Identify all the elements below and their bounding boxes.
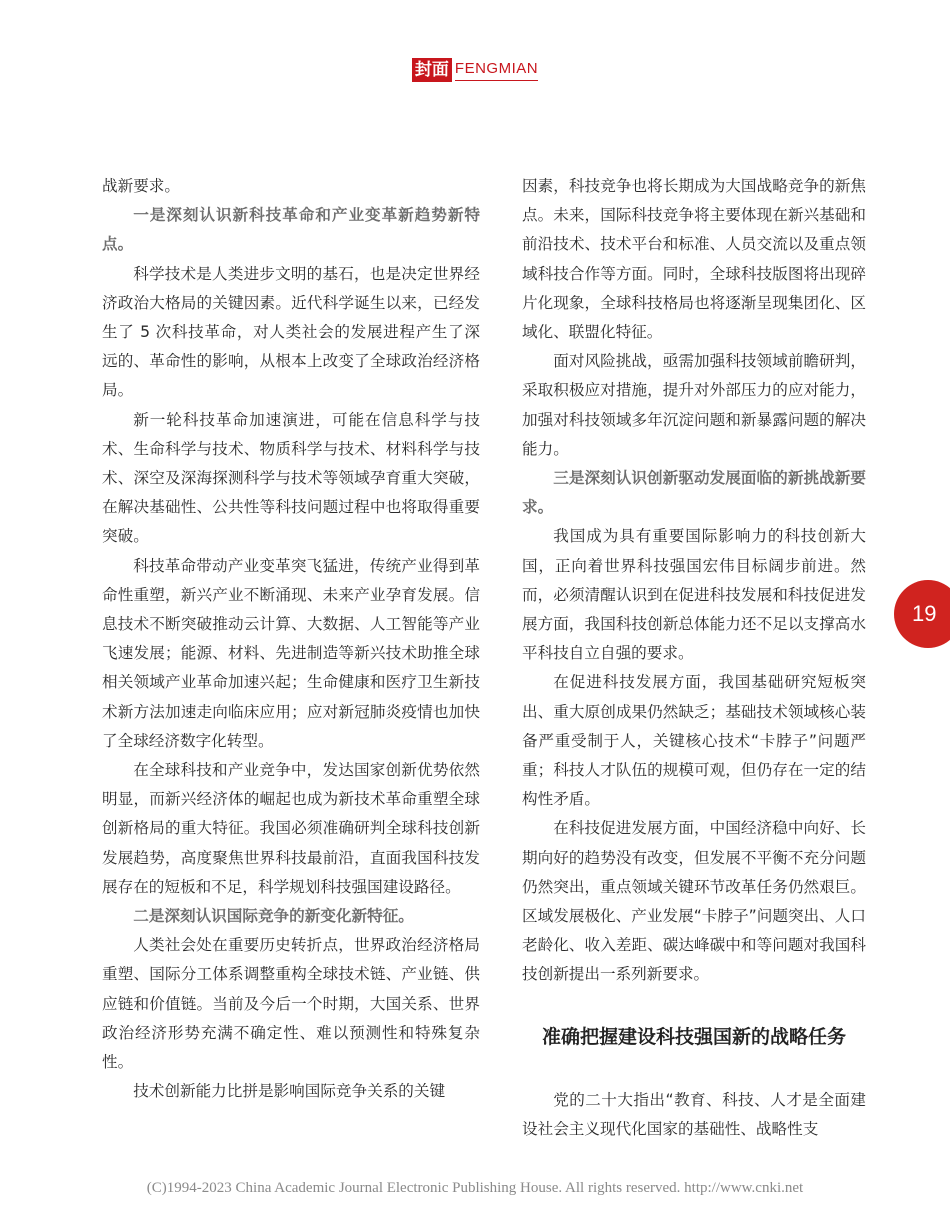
page-number-badge: 19 [894, 580, 950, 648]
subheading-2: 二是深刻认识国际竞争的新变化新特征。 [133, 907, 414, 926]
paragraph: 党的二十大指出“教育、科技、人才是全面建设社会主义现代化国家的基础性、战略性支 [522, 1090, 866, 1138]
paragraph: 面对风险挑战，亟需加强科技领域前瞻研判，采取积极应对措施，提升对外部压力的应对能力，加强对科技领域多年沉淀问题和新暴露问题的解决能力。 [522, 352, 866, 458]
subheading-1: 一是深刻认识新科技革命和产业变革新趋势新特点。 [102, 206, 480, 254]
paragraph: 在促进科技发展方面，我国基础研究短板突出、重大原创成果仍然缺乏；基础技术领域核心装备严重受制于人，关键核心技术“卡脖子”问题严重；科技人才队伍的规模可观，但仍存在一定的结构性矛盾。 [522, 673, 866, 809]
paragraph: 在科技促进发展方面，中国经济稳中向好、长期向好的趋势没有改变，但发展不平衡不充分问题仍然突出，重点领域关键环节改革任务仍然艰巨。区域发展极化、产业发展“卡脖子”问题突出、人口老龄化、收入差距、碳达峰碳中和等问题对我国科技创新提出一系列新要求。 [522, 819, 866, 984]
paragraph: 技术创新能力比拼是影响国际竞争关系的关键 [133, 1082, 446, 1101]
paragraph: 新一轮科技革命加速演进，可能在信息科学与技术、生命科学与技术、物质科学与技术、材料科学与技术、深空及深海探测科学与技术等领域孕育重大突破，在解决基础性、公共性等科技问题过程中也将取得重要突破。 [102, 410, 480, 546]
magazine-logo-cn: 封面 [412, 58, 452, 82]
right-column [522, 172, 866, 1144]
section-title: 准确把握建设科技强国新的战略任务 [541, 1025, 846, 1048]
paragraph: 人类社会处在重要历史转折点，世界政治经济格局重塑、国际分工体系调整重构全球技术链、产业链、供应链和价值链。当前及今后一个时期，大国关系、世界政治经济形势充满不确定性、难以预测性和特殊复杂性。 [102, 936, 480, 1072]
paragraph: 因素，科技竞争也将长期成为大国战略竞争的新焦点。未来，国际科技竞争将主要体现在新兴基础和前沿技术、技术平台和标准、人员交流以及重点领域科技合作等方面。同时，全球科技版图将出现碎片化现象，全球科技格局也将逐渐呈现集团化、区域化、联盟化特征。 [522, 177, 866, 342]
paragraph: 科学技术是人类进步文明的基石，也是决定世界经济政治大格局的关键因素。近代科学诞生以来，已经发生了 5 次科技革命，对人类社会的发展进程产生了深远的、革命性的影响，从根本上改变了全球政治经济格局。 [102, 264, 480, 400]
paragraph: 在全球科技和产业竞争中，发达国家创新优势依然明显，而新兴经济体的崛起也成为新技术革命重塑全球创新格局的重大特征。我国必须准确研判全球科技创新发展趋势，高度聚焦世界科技最前沿，直面我国科技发展存在的短板和不足，科学规划科技强国建设路径。 [102, 761, 480, 896]
paragraph: 战新要求。 [102, 177, 180, 195]
paragraph: 科技革命带动产业变革突飞猛进，传统产业得到革命性重塑，新兴产业不断涌现、未来产业孕育发展。信息技术不断突破推动云计算、大数据、人工智能等产业飞速发展；能源、材料、先进制造等新兴技术助推全球相关领域产业革命加速兴起；生命健康和医疗卫生新技术新方法加速走向临床应用；应对新冠肺炎疫情也加快了全球经济数字化转型。 [102, 556, 480, 750]
copyright-footer: (C)1994-2023 China Academic Journal Electronic Publishing House. All rights reserved. http://www.cnki.net [146, 1180, 804, 1196]
magazine-header [0, 58, 950, 82]
paragraph: 我国成为具有重要国际影响力的科技创新大国，正向着世界科技强国宏伟目标阔步前进。然而，必须清醒认识到在促进科技发展和科技促进发展方面，我国科技创新总体能力还不足以支撑高水平科技自立自强的要求。 [522, 527, 866, 663]
magazine-logo-en: FENGMIAN [455, 59, 538, 81]
subheading-3: 三是深刻认识创新驱动发展面临的新挑战新要求。 [522, 469, 866, 517]
left-column [102, 172, 480, 1107]
